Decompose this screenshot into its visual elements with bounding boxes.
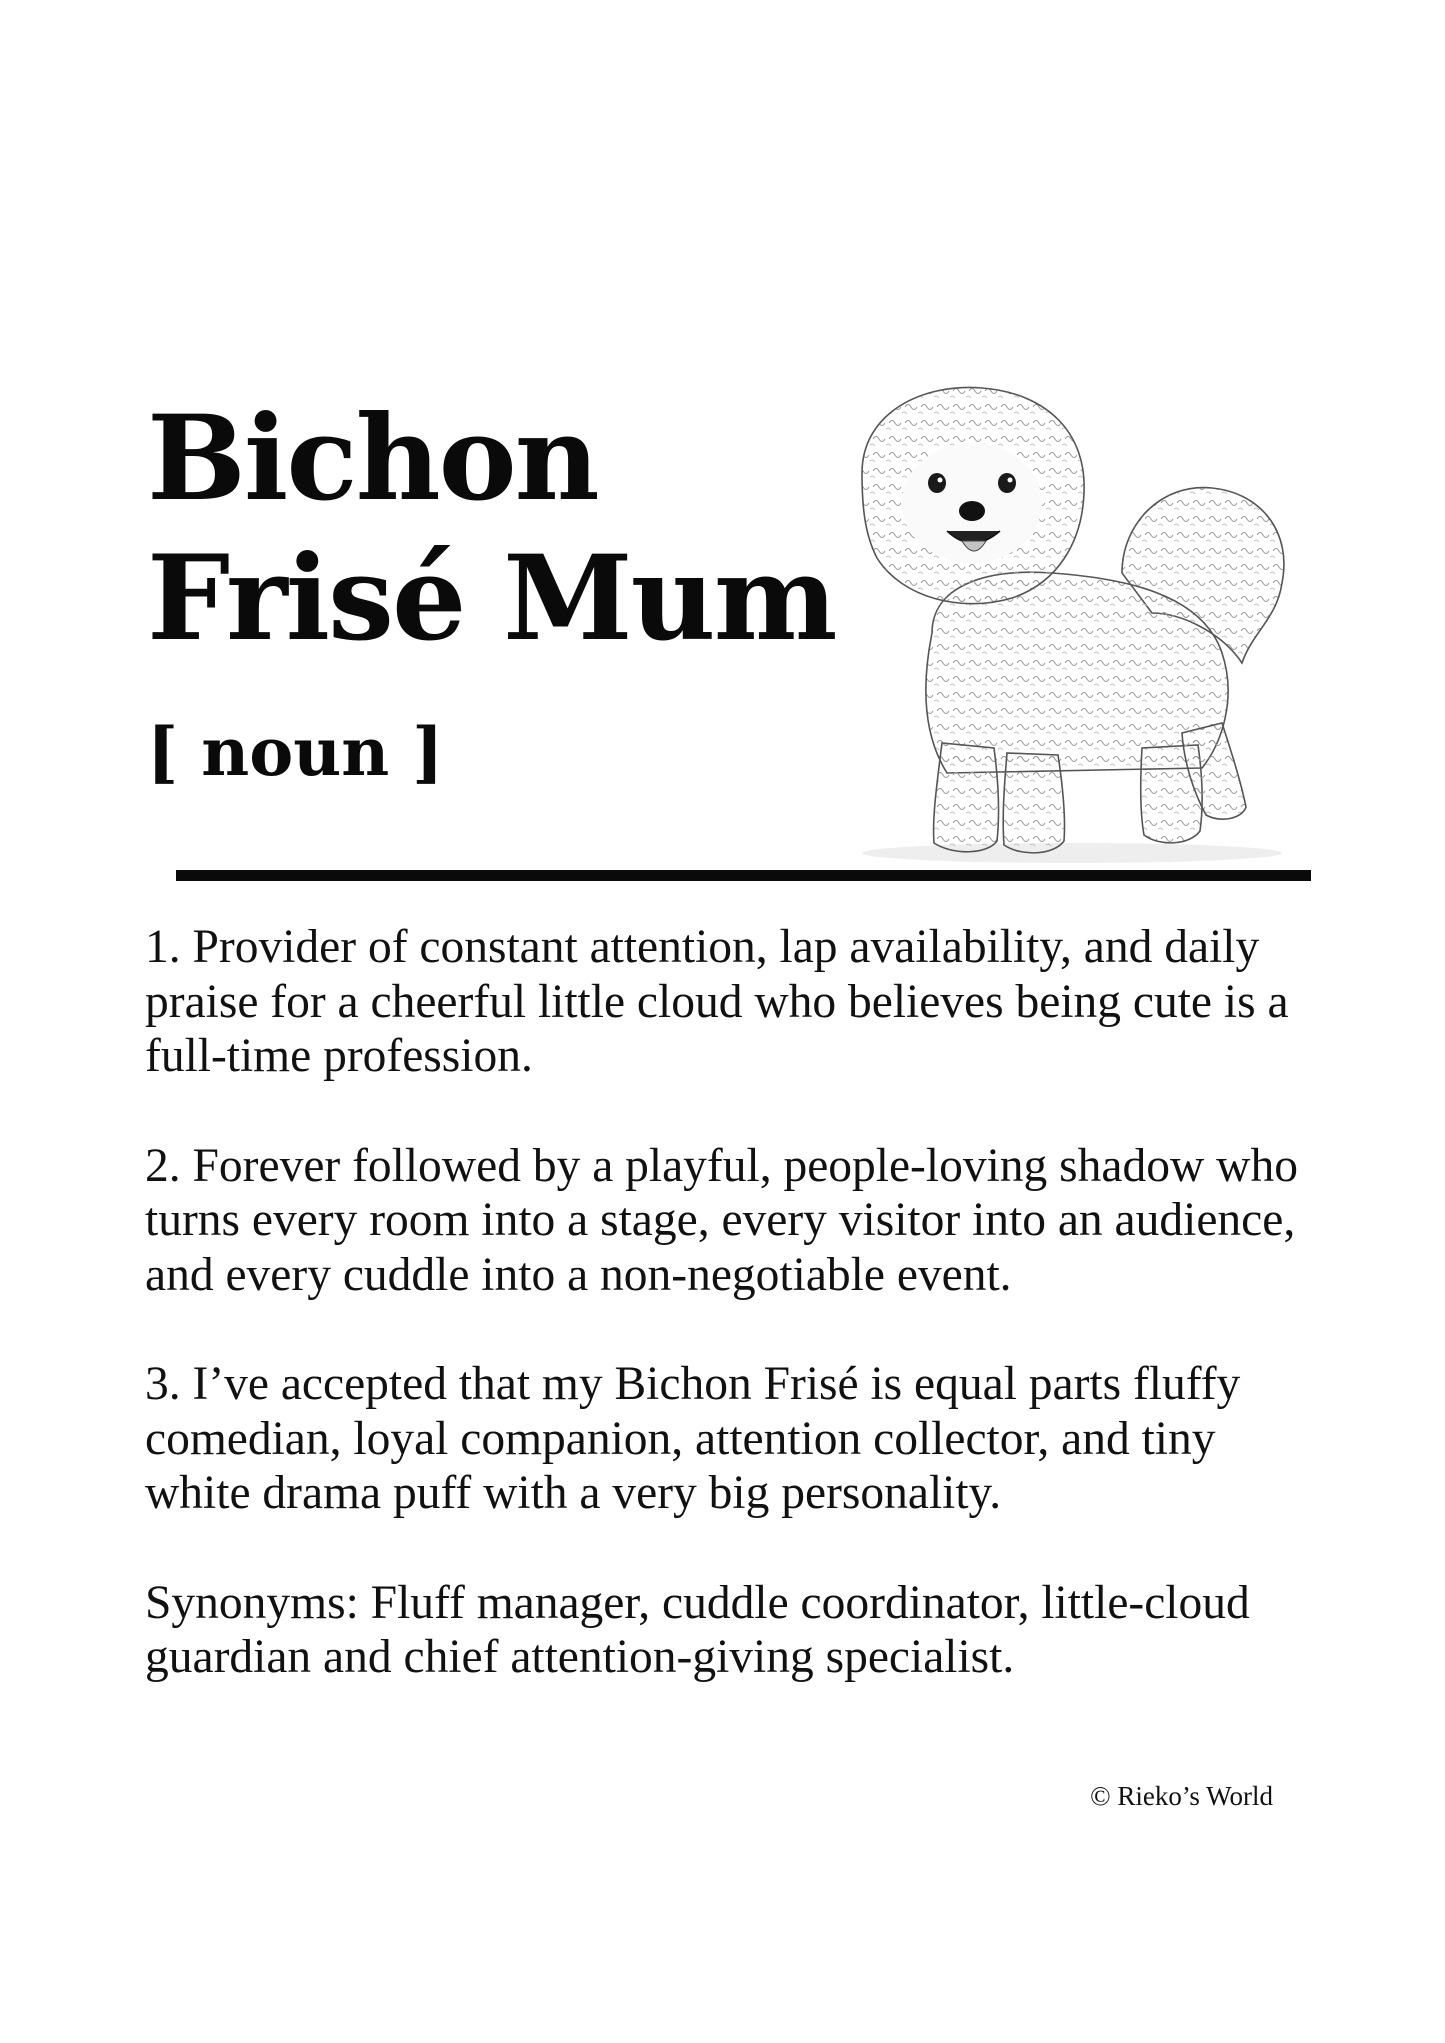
bichon-frise-illustration: [822, 383, 1310, 869]
definition-1: 1. Provider of constant attention, lap availability, and daily praise for a cheerful little cloud who believes being cute is a full-time profession.: [145, 921, 1289, 1082]
synonyms: Synonyms: Fluff manager, cuddle coordinator, little-cloud guardian and chief attention-giving specialist.: [145, 1576, 1250, 1683]
definition-2: 2. Forever followed by a playful, people-loving shadow who turns every room into a stage, every visitor into an audience, and every cuddle into a non-negotiable event.: [145, 1139, 1298, 1301]
part-of-speech: [ noun ]: [147, 713, 444, 791]
divider-rule: [176, 870, 1311, 881]
copyright-notice: © Rieko’s World: [1090, 1781, 1273, 1811]
definition-list: [145, 920, 1325, 1740]
title-line-2: Frisé Mum: [147, 529, 836, 667]
definition-3: 3. I’ve accepted that my Bichon Frisé is equal parts fluffy comedian, loyal companion, attention collector, and tiny white drama puff with a very big personality.: [145, 1358, 1241, 1519]
page-title: [147, 388, 836, 668]
title-line-1: Bichon: [147, 389, 598, 527]
